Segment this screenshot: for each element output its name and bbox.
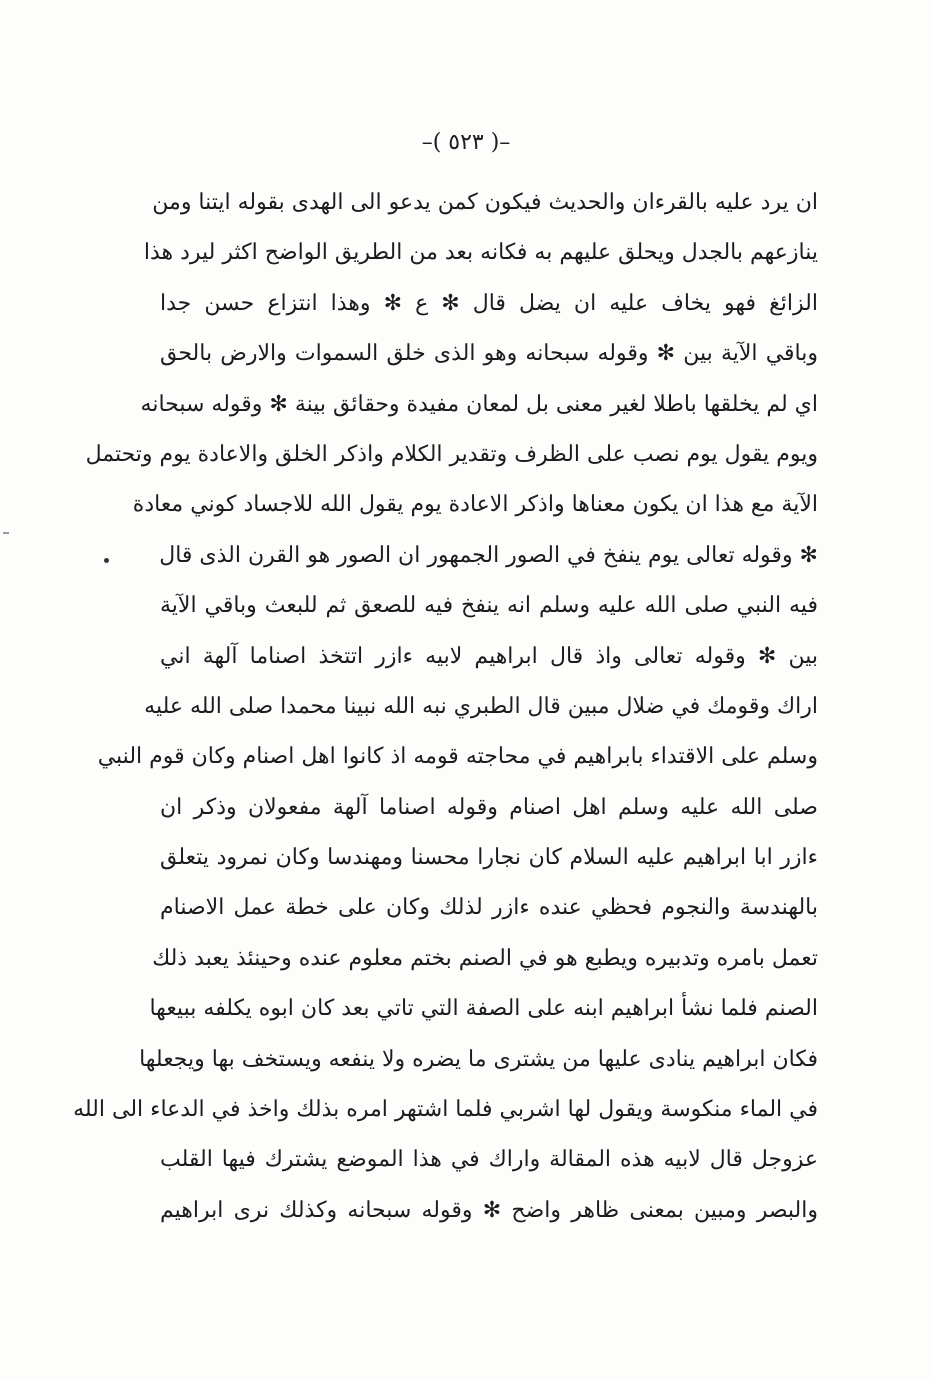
- body-text: [73, 178, 818, 1236]
- text-line: فكان ابراهيم ينادى عليها من يشترى ما يضره ولا ينفعه ويستخف بها ويجعلها: [139, 1046, 818, 1072]
- margin-dot: [104, 558, 109, 563]
- page-number: –( ٥٢٣ )–: [421, 130, 511, 155]
- text-line: في الماء منكوسة ويقول لها اشربي فلما اشتهر امره بذلك واخذ في الدعاء الى الله: [73, 1097, 818, 1123]
- text-line: ويوم يقول يوم نصب على الظرف وتقدير الكلام واذكر الخلق والاعادة يوم وتحتمل: [85, 441, 818, 467]
- text-line: والبصر ومبين بمعنى ظاهر واضح ✻ وقوله سبحانه وكذلك نرى ابراهيم: [160, 1197, 818, 1223]
- text-line: ان يرد عليه بالقرءان والحديث فيكون كمن يدعو الى الهدى بقوله ايتنا ومن: [152, 190, 818, 215]
- text-line: وسلم على الاقتداء بابراهيم في محاجته قومه اذ كانوا اهل اصنام وكان قوم النبي: [97, 744, 818, 770]
- text-line: بالهندسة والنجوم فحظي عنده ءازر لذلك وكان على خطة عمل الاصنام: [160, 895, 818, 921]
- text-line: الآية مع هذا ان يكون معناها واذكر الاعادة يوم يقول الله للاجساد كوني معادة: [132, 492, 818, 518]
- text-line: اي لم يخلقها باطلا لغير معنى بل لمعان مفيدة وحقائق بينة ✻ وقوله سبحانه: [140, 391, 818, 417]
- text-line: الزائغ فهو يخاف عليه ان يضل قال ✻ ع ✻ وهذا انتزاع حسن جدا: [160, 290, 818, 316]
- text-line: ✻ وقوله تعالى يوم ينفخ في الصور الجمهور ان الصور هو القرن الذى قال: [159, 542, 818, 568]
- text-line: وباقي الآية بين ✻ وقوله سبحانه وهو الذى خلق السموات والارض بالحق: [160, 341, 818, 367]
- text-line: تعمل بامره وتدبيره ويطبع هو في الصنم بختم معلوم عنده وحينئذ يعبد ذلك: [152, 945, 818, 971]
- text-line: فيه النبي صلى الله عليه وسلم انه ينفخ فيه للصعق ثم للبعث وباقي الآية: [160, 593, 818, 619]
- text-line: ينازعهم بالجدل ويحلق عليهم به فكانه بعد من الطريق الواضح اكثر ليرد هذا: [143, 240, 818, 266]
- text-line: صلى الله عليه وسلم اهل اصنام وقوله اصناما آلهة مفعولان وذكر ان: [160, 794, 818, 820]
- scan-edge-mark: [3, 532, 9, 534]
- text-line: اراك وقومك في ضلال مبين قال الطبري نبه الله نبينا محمدا صلى الله عليه: [144, 693, 818, 719]
- text-line: ءازر ابا ابراهيم عليه السلام كان نجارا محسنا ومهندسا وكان نمرود يتعلق: [160, 845, 818, 871]
- text-line: الصنم فلما نشأ ابراهيم ابنه على الصفة التي تاتي بعد كان ابوه يكلفه ببيعها: [149, 996, 818, 1022]
- text-line: عزوجل قال لابيه هذه المقالة واراك في هذا الموضع يشترك فيها القلب: [160, 1147, 818, 1173]
- text-line: بين ✻ وقوله تعالى واذ قال ابراهيم لابيه ءازر اتتخذ اصناما آلهة اني: [160, 643, 818, 669]
